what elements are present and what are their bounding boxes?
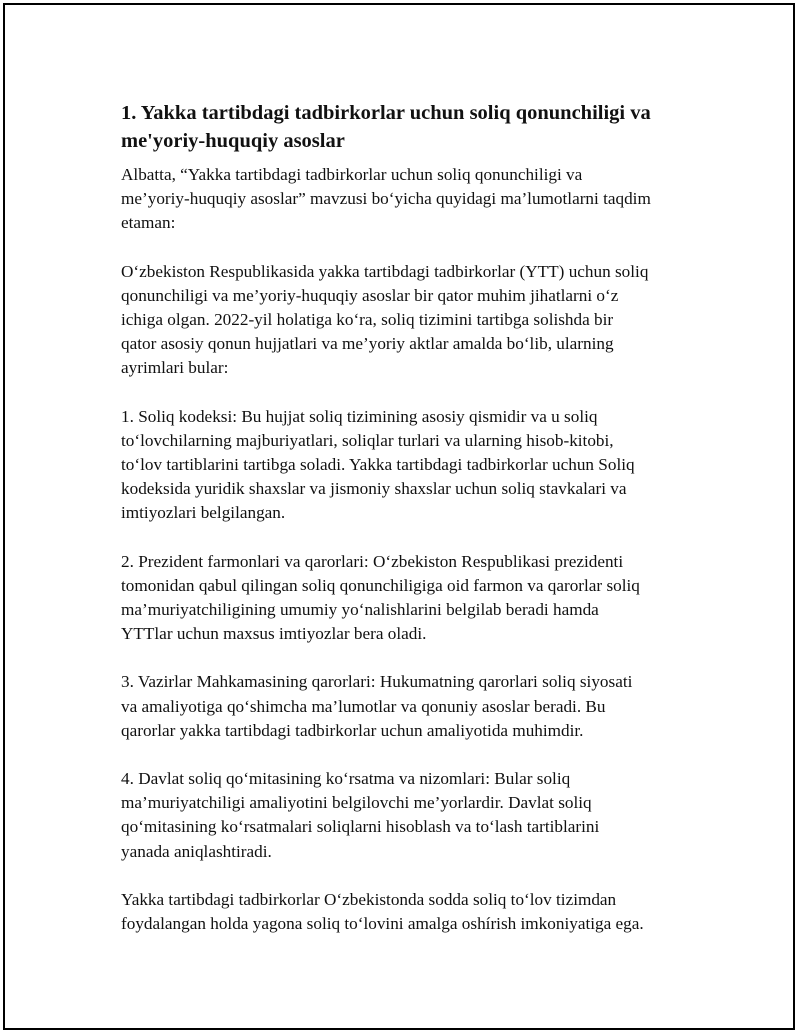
paragraph-tax-code: 1. Soliq kodeksi: Bu hujjat soliq tizimining asosiy qismidir va u soliq to‘lovchilarning majburiyatlari, soliqlar turlari va ularning hisob-kitobi, to‘lov tartiblarini tartibga soladi. Yakka tartibdagi tadbirkorlar uchun Soliq kodeksida yuridik shaxslar va jismoniy shaxslar uchun soliq stavkalari va imtiyozlari belgilangan. bbox=[121, 406, 635, 523]
paragraph-overview: O‘zbekiston Respublikasida yakka tartibdagi tadbirkorlar (YTT) uchun soliq qonunchiligi va me’yoriy-huquqiy asoslar bir qator muhim jihatlarni o‘z ichiga olgan. 2022-yil holatiga ko‘ra, soliq tizimini tartibga solishda bir qator asosiy qonun hujjatlari va me’yoriy aktlar amalda bo‘lib, ularning ayrimlari bular: bbox=[121, 261, 649, 378]
paragraph-conclusion: Yakka tartibdagi tadbirkorlar O‘zbekistonda sodda soliq to‘lov tizimdan foydalangan holda yagona soliq to‘lovini amalga oshírish imkoniyatiga ega. bbox=[121, 889, 644, 934]
page-frame bbox=[3, 3, 795, 1030]
paragraph-presidential-decrees: 2. Prezident farmonlari va qarorlari: O‘zbekiston Respublikasi prezidenti tomonidan qabul qilingan soliq qonunchiligiga oid farmon va qarorlar soliq ma’muriyatchiligining umumiy yo‘nalishlarini belgilab beradi hamda YTTlar uchun maxsus imtiyozlar bera oladi. bbox=[121, 551, 640, 644]
paragraph-cabinet-resolutions: 3. Vazirlar Mahkamasining qarorlari: Hukumatning qarorlari soliq siyosati va amaliyotiga qo‘shimcha ma’lumotlar va qonuniy asoslar beradi. Bu qarorlar yakka tartibdagi tadbirkorlar uchun amaliyotida muhimdir. bbox=[121, 672, 633, 740]
document-title: 1. Yakka tartibdagi tadbirkorlar uchun soliq qonunchiligi va me'yoriy-huquqiy asoslar bbox=[121, 102, 651, 152]
paragraph-intro: Albatta, “Yakka tartibdagi tadbirkorlar uchun soliq qonunchiligi va me’yoriy-huquqiy asoslar” mavzusi bo‘yicha quyidagi ma’lumotlarni taqdim etaman: bbox=[121, 165, 651, 233]
paragraph-tax-committee: 4. Davlat soliq qo‘mitasining ko‘rsatma va nizomlari: Bular soliq ma’muriyatchiligi amaliyotini belgilovchi me’yorlardir. Davlat soliq qo‘mitasining ko‘rsatmalari soliqlarni hisoblash va to‘lash tartiblarini yanada aniqlashtiradi. bbox=[121, 769, 600, 861]
document-body bbox=[121, 99, 701, 960]
